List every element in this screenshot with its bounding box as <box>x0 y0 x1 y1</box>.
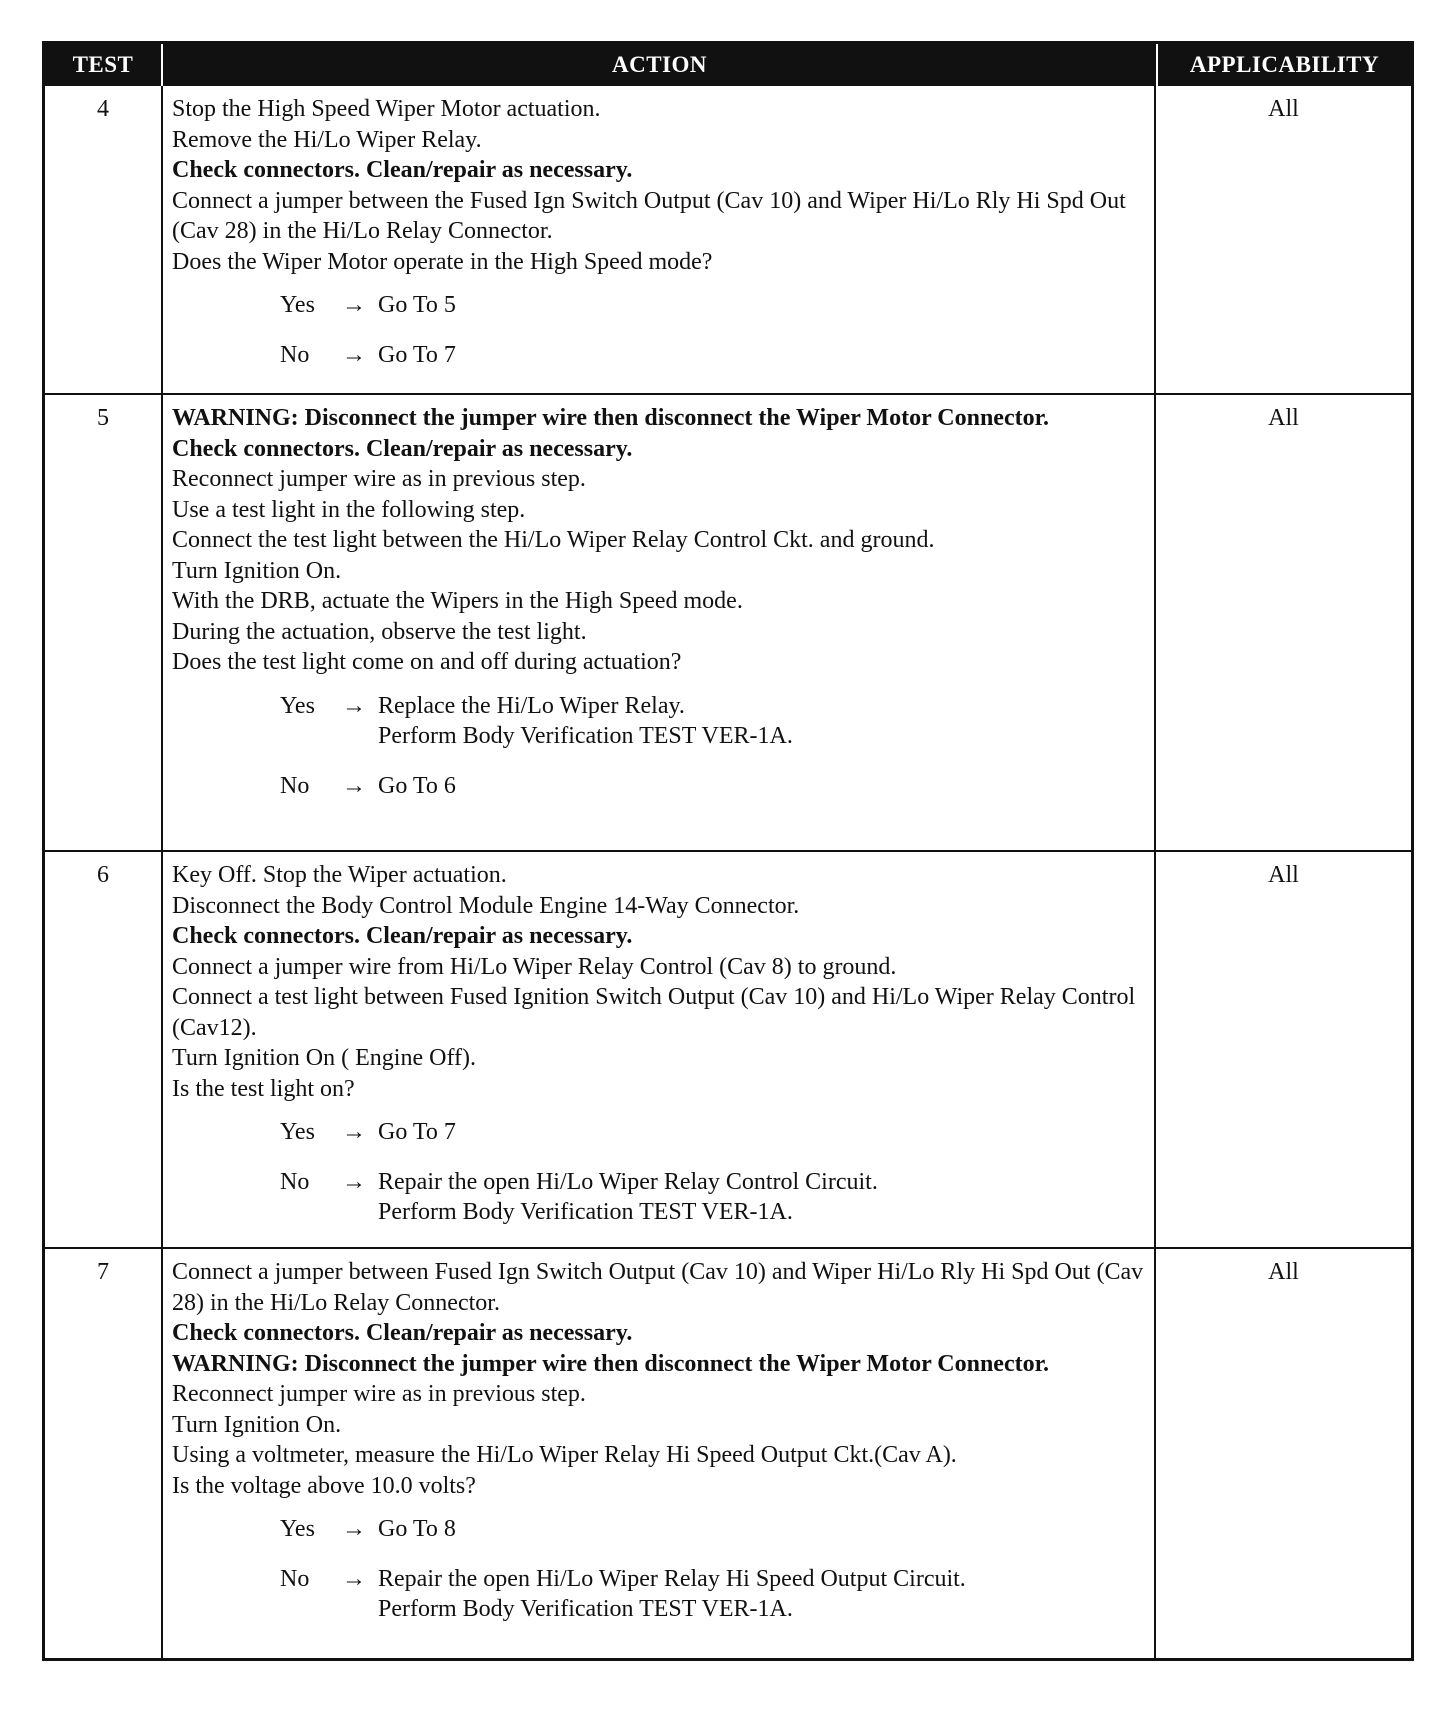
branch-result <box>378 1564 1148 1625</box>
branch-answer: No <box>280 772 310 799</box>
right-arrow-icon: → <box>342 1168 366 1195</box>
test-number: 6 <box>45 850 161 1247</box>
decision-branch <box>172 771 1148 802</box>
decision-branches <box>172 1117 1148 1228</box>
right-arrow-icon: → <box>342 772 366 799</box>
branch-result <box>378 340 1148 371</box>
right-arrow-icon: → <box>342 341 366 368</box>
branch-answer: Yes <box>280 292 315 318</box>
decision-branches <box>172 691 1148 802</box>
branch-answer: Yes <box>280 1516 315 1542</box>
instruction-emphasis: WARNING: Disconnect the jumper wire then disconnect the Wiper Motor Connector. <box>172 405 1050 431</box>
instruction-line: Reconnect jumper wire as in previous step. <box>172 466 586 492</box>
branch-result <box>378 691 1148 752</box>
branch-answer: No <box>280 1565 310 1592</box>
branch-answer: No <box>280 341 310 368</box>
test-action <box>161 1247 1156 1658</box>
instruction-line: Turn Ignition On. <box>172 557 342 584</box>
branch-result-line: Go To 7 <box>378 341 456 368</box>
header-action: ACTION <box>161 44 1156 86</box>
instruction-line: Connect the test light between the Hi/Lo Wiper Relay Control Ckt. and ground. <box>172 527 935 553</box>
branch-answer: No <box>280 1168 310 1195</box>
branch-result-line: Go To 8 <box>378 1516 456 1542</box>
decision-branches <box>172 1514 1148 1625</box>
right-arrow-icon: → <box>342 1516 366 1542</box>
instruction-line: During the actuation, observe the test light. <box>172 618 587 645</box>
branch-result <box>378 290 1148 321</box>
right-arrow-icon: → <box>342 292 366 318</box>
decision-branch <box>172 340 1148 371</box>
instruction-line: Connect a jumper wire from Hi/Lo Wiper Relay Control (Cav 8) to ground. <box>172 953 897 980</box>
instruction-line: Using a voltmeter, measure the Hi/Lo Wiper Relay Hi Speed Output Ckt.(Cav A). <box>172 1442 957 1468</box>
instruction-line: Use a test light in the following step. <box>172 496 526 523</box>
decision-branch <box>172 290 1148 321</box>
branch-result-line: Go To 5 <box>378 292 456 318</box>
decision-branch <box>172 691 1148 752</box>
branch-result <box>378 771 1148 802</box>
instruction-line: Turn Ignition On. <box>172 1411 342 1438</box>
decision-branch <box>172 1514 1148 1545</box>
decision-branches <box>172 290 1148 370</box>
branch-result-line: Perform Body Verification TEST VER-1A. <box>378 723 793 749</box>
branch-result <box>378 1117 1148 1148</box>
instruction-line: Connect a test light between Fused Ignition Switch Output (Cav 10) and Hi/Lo Wiper Relay Control (Cav12). <box>172 984 1136 1041</box>
instruction-line: Key Off. Stop the Wiper actuation. <box>172 862 507 888</box>
applicability-value: All <box>1156 1247 1411 1658</box>
instruction-line: Does the Wiper Motor operate in the High Speed mode? <box>172 248 713 275</box>
instruction-emphasis: Check connectors. Clean/repair as necessary. <box>172 435 633 462</box>
decision-branch <box>172 1564 1148 1625</box>
applicability-value: All <box>1156 393 1411 850</box>
decision-branch <box>172 1117 1148 1148</box>
applicability-value: All <box>1156 850 1411 1247</box>
branch-result-line: Replace the Hi/Lo Wiper Relay. <box>378 692 685 719</box>
branch-result <box>378 1167 1148 1228</box>
instruction-line: Turn Ignition On ( Engine Off). <box>172 1045 476 1071</box>
test-action <box>161 393 1156 850</box>
branch-result-line: Perform Body Verification TEST VER-1A. <box>378 1596 793 1622</box>
test-action <box>161 86 1156 393</box>
test-number: 4 <box>97 96 109 122</box>
instruction-emphasis: WARNING: Disconnect the jumper wire then disconnect the Wiper Motor Connector. <box>172 1350 1050 1377</box>
branch-result-line: Go To 7 <box>378 1119 456 1145</box>
branch-result-line: Repair the open Hi/Lo Wiper Relay Hi Speed Output Circuit. <box>378 1565 966 1592</box>
instruction-emphasis: Check connectors. Clean/repair as necessary. <box>172 157 633 183</box>
branch-answer: Yes <box>280 1119 315 1145</box>
branch-answer: Yes <box>280 692 315 719</box>
instruction-line: Does the test light come on and off during actuation? <box>172 649 682 675</box>
instruction-line: Remove the Hi/Lo Wiper Relay. <box>172 126 482 153</box>
test-action <box>161 850 1156 1247</box>
instruction-line: Reconnect jumper wire as in previous step. <box>172 1381 586 1407</box>
branch-result-line: Repair the open Hi/Lo Wiper Relay Control Circuit. <box>378 1168 878 1195</box>
right-arrow-icon: → <box>342 1119 366 1145</box>
table-grid <box>45 44 1411 1658</box>
header-applicability: APPLICABILITY <box>1156 44 1411 86</box>
right-arrow-icon: → <box>342 692 366 719</box>
instruction-line: Is the voltage above 10.0 volts? <box>172 1472 476 1499</box>
branch-result <box>378 1514 1148 1545</box>
right-arrow-icon: → <box>342 1565 366 1592</box>
instruction-line: Connect a jumper between the Fused Ign Switch Output (Cav 10) and Wiper Hi/Lo Rly Hi Spd Out (Cav 28) in the Hi/Lo Relay Connector. <box>172 187 1126 244</box>
test-number: 7 <box>45 1247 161 1658</box>
decision-branch <box>172 1167 1148 1228</box>
instruction-line: Disconnect the Body Control Module Engine 14-Way Connector. <box>172 892 800 919</box>
instruction-line: With the DRB, actuate the Wipers in the High Speed mode. <box>172 588 743 614</box>
instruction-line: Stop the High Speed Wiper Motor actuation. <box>172 96 601 122</box>
applicability-value: All <box>1268 96 1299 122</box>
header-test: TEST <box>45 44 161 86</box>
instruction-emphasis: Check connectors. Clean/repair as necessary. <box>172 1320 633 1346</box>
instruction-emphasis: Check connectors. Clean/repair as necessary. <box>172 923 633 949</box>
branch-result-line: Go To 6 <box>378 772 456 799</box>
instruction-line: Connect a jumper between Fused Ign Switch Output (Cav 10) and Wiper Hi/Lo Rly Hi Spd Out (Cav 28) in the Hi/Lo Relay Connector. <box>172 1259 1144 1316</box>
branch-result-line: Perform Body Verification TEST VER-1A. <box>378 1199 793 1225</box>
test-number: 5 <box>45 393 161 850</box>
instruction-line: Is the test light on? <box>172 1075 355 1102</box>
diagnostic-test-table <box>42 41 1414 1661</box>
